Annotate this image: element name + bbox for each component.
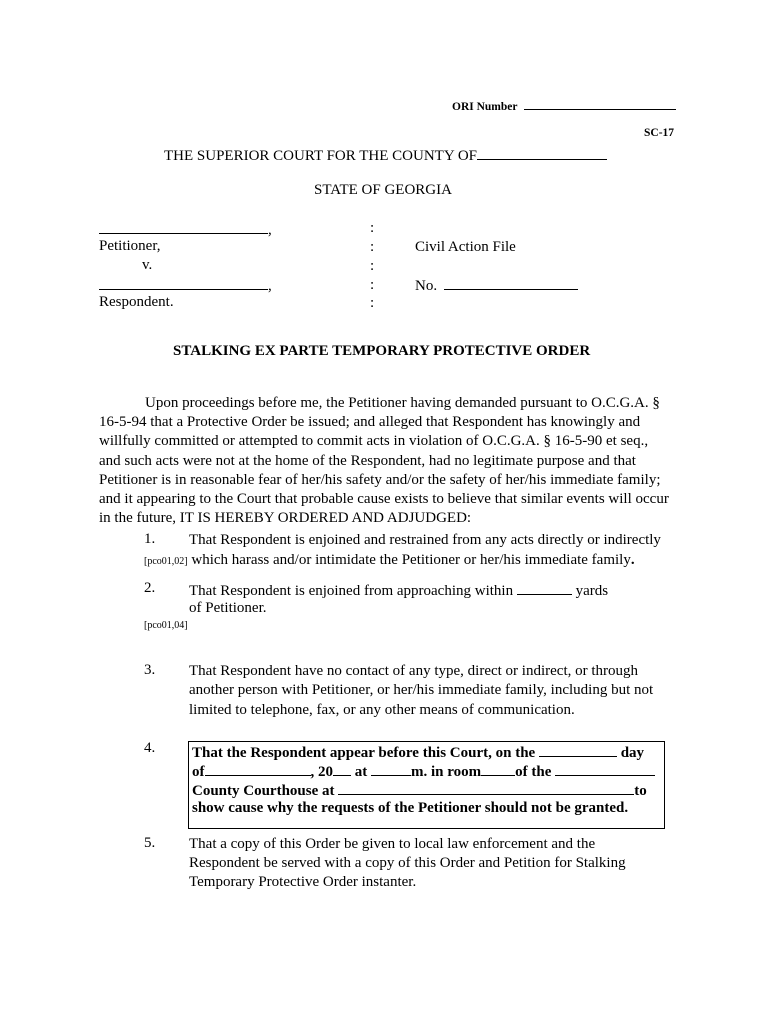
item5-line2: Respondent be served with a copy of this Order and Petition for Stalking — [189, 855, 626, 871]
court-title: THE SUPERIOR COURT FOR THE COUNTY OF — [164, 148, 478, 164]
hearing-month-field[interactable] — [205, 761, 311, 776]
ori-number-field[interactable] — [524, 98, 676, 110]
caption-colon: : — [370, 220, 375, 236]
item5-line1: That a copy of this Order be given to local law enforcement and the — [189, 836, 596, 852]
versus-label: v. — [142, 257, 153, 273]
hearing-box — [188, 741, 665, 829]
item-number: 1. — [144, 531, 156, 547]
respondent-label: Respondent. — [99, 294, 174, 310]
intro-line: and such acts were not at the home of the Respondent, had no legitimate purpose and that — [99, 452, 636, 469]
item1-code: [pco01,02] — [144, 556, 188, 567]
intro-line: willfully committed or attempted to commit acts in violation of O.C.G.A. § 16-5-90 et seq., — [99, 433, 649, 450]
caption-colon: : — [370, 258, 375, 274]
intro-line: Petitioner is in reasonable fear of her/his safety and/or the safety of her/his immediate family; — [99, 471, 661, 488]
item4-line3: County Courthouse at to — [192, 780, 647, 801]
petitioner-name-field[interactable] — [99, 219, 268, 234]
yards-field[interactable] — [517, 580, 572, 595]
case-number-field[interactable] — [444, 275, 578, 290]
item2-line1: That Respondent is enjoined from approaching within yards — [189, 580, 608, 602]
intro-line: in the future, IT IS HEREBY ORDERED AND ADJUDGED: — [99, 510, 472, 527]
order-title: STALKING EX PARTE TEMPORARY PROTECTIVE ORDER — [173, 343, 591, 359]
caption-colon: : — [370, 295, 375, 311]
item-number: 3. — [144, 662, 156, 678]
courthouse-address-field[interactable] — [338, 780, 634, 795]
case-number-label: No. — [415, 278, 438, 294]
civil-action-file-label: Civil Action File — [415, 239, 516, 255]
item2-code: [pco01,04] — [144, 620, 188, 631]
intro-line: and it appearing to the Court that probable cause exists to believe that similar events will occur — [99, 491, 669, 508]
item1-line2: [pco01,02] which harass and/or intimidate the Petitioner or her/his immediate family. — [144, 552, 635, 568]
item5-line3: Temporary Protective Order instanter. — [189, 874, 417, 890]
item4-line1: That the Respondent appear before this Court, on the day — [192, 742, 644, 763]
hearing-day-field[interactable] — [539, 742, 617, 757]
item-number: 4. — [144, 740, 156, 756]
item3-line3: limited to telephone, fax, or any other means of communication. — [189, 702, 575, 718]
item3-line1: That Respondent have no contact of any type, direct or indirect, or through — [189, 663, 639, 679]
ori-number-line — [452, 98, 676, 113]
caption-colon: : — [370, 277, 375, 293]
item-number: 5. — [144, 835, 156, 851]
item-number: 2. — [144, 580, 156, 596]
hearing-county-field[interactable] — [555, 761, 655, 776]
respondent-name-field[interactable] — [99, 275, 268, 290]
hearing-year-field[interactable] — [333, 761, 351, 776]
item1-line1: That Respondent is enjoined and restrained from any acts directly or indirectly — [189, 532, 661, 548]
respondent-name-line: , — [99, 275, 272, 296]
state-of-georgia: STATE OF GEORGIA — [314, 182, 452, 198]
caption-colon: : — [370, 239, 375, 255]
petitioner-name-line: , — [99, 219, 272, 240]
intro-paragraph — [99, 394, 679, 528]
intro-line: 16-5-94 that a Protective Order be issued; and alleged that Respondent has knowingly and — [99, 414, 641, 431]
petitioner-label: Petitioner, — [99, 238, 161, 254]
item4-line2: of , 20 at m. in room of the — [192, 761, 655, 782]
item4-line4: show cause why the requests of the Petitioner should not be granted. — [192, 800, 629, 816]
hearing-room-field[interactable] — [481, 761, 515, 776]
item3-line2: another person with Petitioner, or her/his immediate family, including but not — [189, 682, 654, 698]
ori-number-label: ORI Number — [452, 101, 518, 113]
hearing-time-field[interactable] — [371, 761, 411, 776]
case-number-line — [415, 275, 578, 296]
court-title-line — [164, 145, 607, 166]
item2-line2: of Petitioner. — [189, 600, 267, 616]
county-field[interactable] — [477, 145, 607, 160]
intro-line: Upon proceedings before me, the Petitioner having demanded pursuant to O.C.G.A. § — [145, 395, 660, 411]
form-code: SC-17 — [644, 127, 675, 139]
